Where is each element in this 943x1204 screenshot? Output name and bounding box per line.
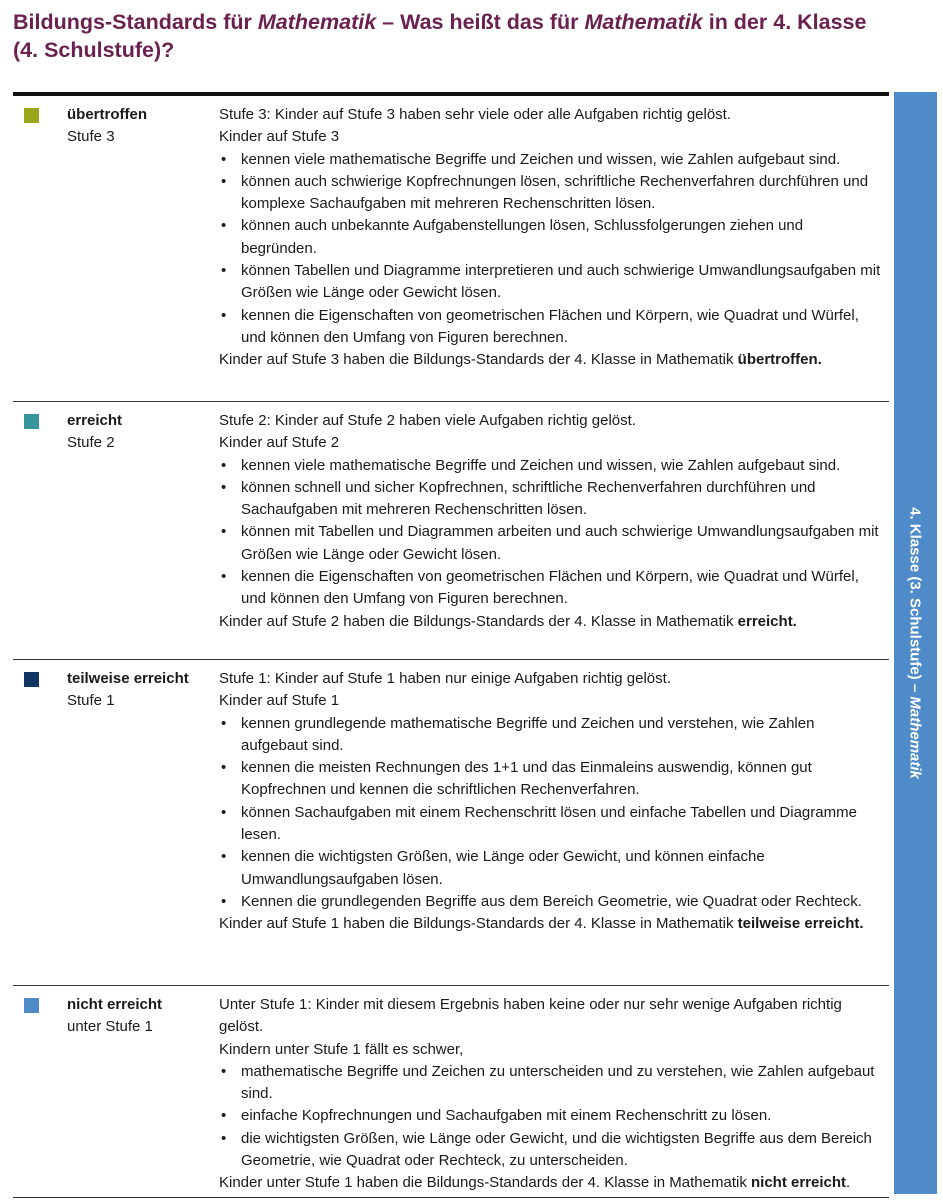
summary-bold: übertroffen.	[737, 351, 822, 369]
level-intro: Stufe 3: Kinder auf Stufe 3 haben sehr viele oder alle Aufgaben richtig gelöst.	[219, 106, 732, 123]
level-name: erreicht	[67, 412, 123, 429]
level-stufe: Stufe 1	[67, 692, 115, 710]
summary-text: Kinder auf Stufe 2 haben die Bildungs-Standards der 4. Klasse in Mathematik	[219, 612, 738, 630]
sidebar-subject: Mathematik	[906, 696, 924, 779]
list-item: • kennen viele mathematische Begriffe und Zeichen und wissen, wie Zahlen aufgebaut sind.	[219, 455, 883, 477]
summary-text: Kinder unter Stufe 1 haben die Bildungs-Standards der 4. Klasse in Mathematik	[219, 1174, 751, 1192]
list-item: • können auch schwierige Kopfrechnungen lösen, schriftliche Rechenverfahren durchführen und komplexe Sachaufgaben mit mehreren Rechenschritten lösen.	[219, 171, 883, 216]
list-item: • kennen die Eigenschaften von geometrischen Flächen und Körpern, wie Quadrat und Würfel, und können den Umfang von Figuren berechnen.	[219, 305, 883, 350]
title-subject-2: Mathematik	[584, 10, 703, 34]
level-name: nicht erreicht	[67, 996, 163, 1013]
list-item: • die wichtigsten Größen, wie Länge oder Gewicht, und die wichtigsten Begriffe aus dem Bereich Geometrie, wie Quadrat oder Rechteck, zu unterscheiden.	[219, 1128, 883, 1173]
level-intro: Stufe 1: Kinder auf Stufe 1 haben nur einige Aufgaben richtig gelöst.	[219, 670, 671, 687]
title-prefix: Bildungs-Standards für	[13, 10, 258, 34]
level-row-ubertroffen	[13, 96, 889, 402]
level-stufe: unter Stufe 1	[67, 1018, 153, 1036]
sidebar-text: 4. Klasse (3. Schulstufe) –	[906, 507, 924, 697]
level-name: teilweise erreicht	[67, 670, 189, 687]
title-subject-1: Mathematik	[257, 10, 377, 34]
page-title	[13, 8, 873, 64]
level-bullets	[219, 455, 883, 611]
level-description	[219, 668, 883, 936]
list-item: • Kennen die grundlegenden Begriffe aus dem Bereich Geometrie, wie Quadrat oder Rechteck.	[219, 891, 883, 913]
list-item: • mathematische Begriffe und Zeichen zu unterscheiden und zu verstehen, wie Zahlen aufgebaut sind.	[219, 1061, 883, 1106]
level-row-teilweise-erreicht	[13, 660, 889, 986]
level-intro: Stufe 2: Kinder auf Stufe 2 haben viele Aufgaben richtig gelöst.	[219, 412, 636, 429]
summary-end: .	[846, 1174, 851, 1192]
level-summary	[219, 349, 883, 371]
level-color-square	[24, 108, 39, 123]
level-summary	[219, 913, 883, 935]
level-summary	[219, 1172, 883, 1194]
list-item: • einfache Kopfrechnungen und Sachaufgaben mit einem Rechenschritt zu lösen.	[219, 1105, 883, 1127]
list-item: • können schnell und sicher Kopfrechnen, schriftliche Rechenverfahren durchführen und Sachaufgaben mit mehreren Rechenschritten lösen.	[219, 477, 883, 522]
list-item: • kennen die meisten Rechnungen des 1+1 und das Einmaleins auswendig, können gut Kopfrechnen und kennen die schriftlichen Rechenverfahren.	[219, 757, 883, 802]
level-name: übertroffen	[67, 106, 147, 123]
summary-bold: teilweise erreicht.	[737, 915, 864, 933]
summary-bold: nicht erreicht	[750, 1174, 847, 1192]
sidebar-label	[907, 507, 924, 779]
level-description	[219, 994, 883, 1195]
level-label	[67, 668, 215, 713]
list-item: • können mit Tabellen und Diagrammen arbeiten und auch schwierige Umwandlungsaufgaben mit Größen wie Länge oder Gewicht lösen.	[219, 521, 883, 566]
level-color-square	[24, 998, 39, 1013]
list-item: • können auch unbekannte Aufgabenstellungen lösen, Schlussfolgerungen ziehen und begründen.	[219, 215, 883, 260]
list-item: • kennen grundlegende mathematische Begriffe und Zeichen und verstehen, wie Zahlen aufgebaut sind.	[219, 713, 883, 758]
level-stufe: Stufe 3	[67, 128, 115, 146]
level-lead: Kinder auf Stufe 3	[219, 128, 340, 146]
level-summary	[219, 611, 883, 633]
grade-sidebar	[894, 92, 937, 1194]
list-item: • kennen die Eigenschaften von geometrischen Flächen und Körpern, wie Quadrat und Würfel, und können den Umfang von Figuren berechnen.	[219, 566, 883, 611]
level-bullets	[219, 149, 883, 350]
list-item: • kennen die wichtigsten Größen, wie Länge oder Gewicht, und können einfache Umwandlungsaufgaben lösen.	[219, 846, 883, 891]
level-description	[219, 104, 883, 372]
summary-bold: erreicht.	[737, 612, 797, 630]
level-bullets	[219, 1061, 883, 1172]
list-item: • kennen viele mathematische Begriffe und Zeichen und wissen, wie Zahlen aufgebaut sind.	[219, 149, 883, 171]
list-item: • können Tabellen und Diagramme interpretieren und auch schwierige Umwandlungsaufgaben mit Größen wie Länge oder Gewicht lösen.	[219, 260, 883, 305]
title-suffix: in der 4. Klasse (4. Schulstufe)?	[13, 10, 867, 62]
level-row-erreicht	[13, 402, 889, 660]
title-middle: – Was heißt das für	[376, 10, 585, 34]
level-color-square	[24, 414, 39, 429]
level-stufe: Stufe 2	[67, 434, 115, 452]
level-bullets	[219, 713, 883, 914]
level-label	[67, 104, 215, 149]
level-lead: Kinder auf Stufe 2	[219, 434, 340, 452]
level-lead: Kinder auf Stufe 1	[219, 692, 340, 710]
list-item: • können Sachaufgaben mit einem Rechenschritt lösen und einfache Tabellen und Diagramme lesen.	[219, 802, 883, 847]
level-intro: Unter Stufe 1: Kinder mit diesem Ergebnis haben keine oder nur sehr wenige Aufgaben richtig gelöst.	[219, 996, 842, 1036]
summary-text: Kinder auf Stufe 3 haben die Bildungs-Standards der 4. Klasse in Mathematik	[219, 351, 738, 369]
level-row-nicht-erreicht	[13, 986, 889, 1198]
level-color-square	[24, 672, 39, 687]
level-description	[219, 410, 883, 633]
level-lead: Kindern unter Stufe 1 fällt es schwer,	[219, 1040, 464, 1058]
summary-text: Kinder auf Stufe 1 haben die Bildungs-Standards der 4. Klasse in Mathematik	[219, 915, 738, 933]
level-label	[67, 994, 215, 1039]
levels-table	[13, 92, 889, 1198]
level-label	[67, 410, 215, 455]
